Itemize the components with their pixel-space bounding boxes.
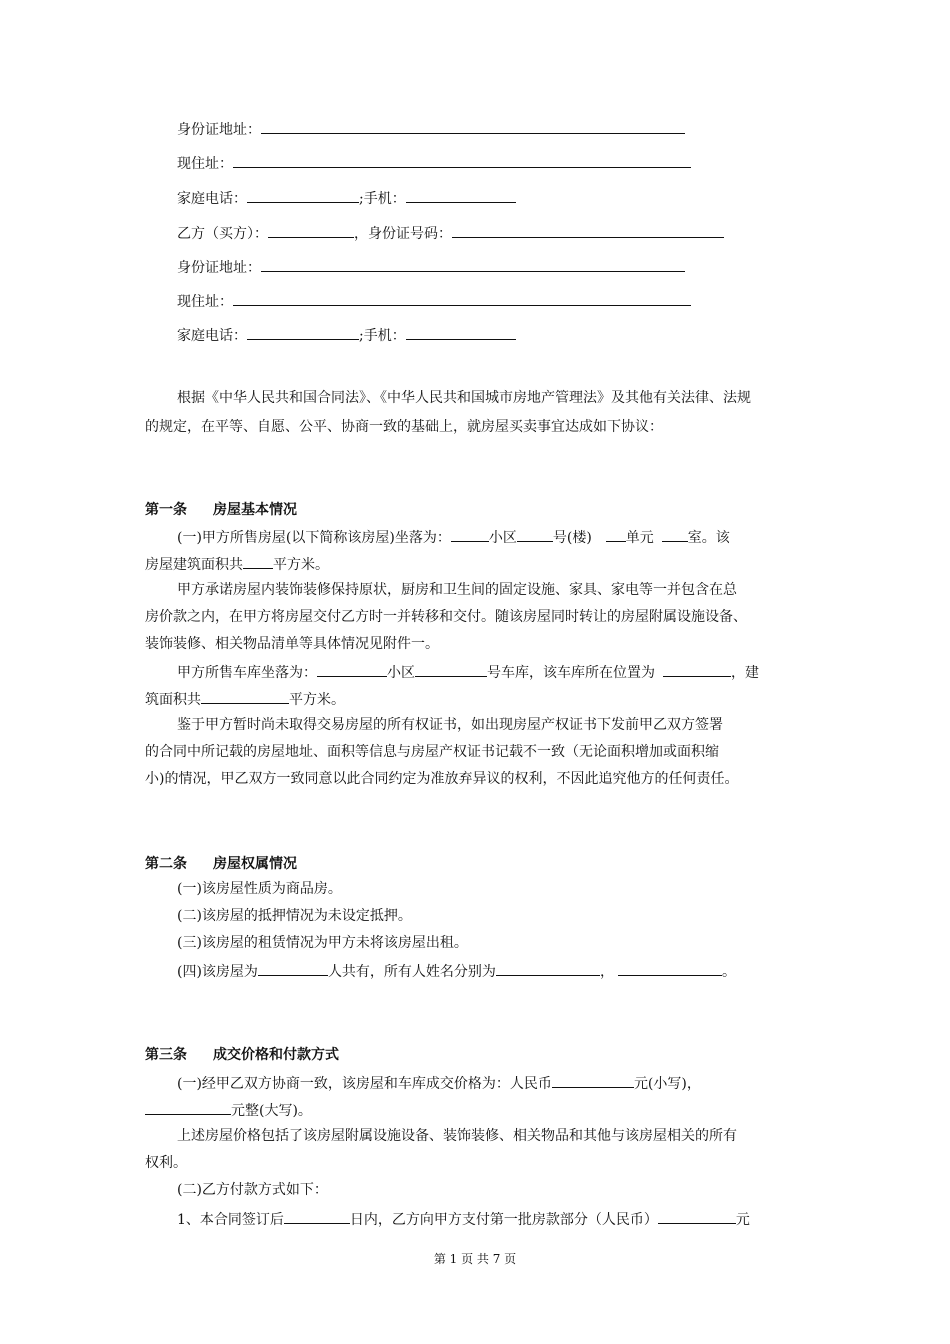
article-3-p1-text-a: (一)经甲乙双方协商一致，该房屋和车库成交价格为：人民币 bbox=[177, 1076, 552, 1092]
party-b-id-number-blank bbox=[452, 222, 724, 238]
article-2-item-4-text-c: ， bbox=[599, 964, 614, 980]
article-2-owner-name-2-blank bbox=[618, 960, 722, 976]
article-1-p1-text-b: 小区 bbox=[488, 530, 517, 546]
article-2-item-4 bbox=[177, 960, 736, 982]
article-2-item-1: (一)该房屋性质为商品房。 bbox=[177, 881, 342, 897]
article-2-item-4-text-b: 人共有，所有人姓名分别为 bbox=[327, 964, 496, 980]
article-1-p2-line1: 甲方承诺房屋内装饰装修保持原状，厨房和卫生间的固定设施、家具、家电等一并包含在总 bbox=[177, 582, 737, 598]
party-a-home-phone-blank bbox=[247, 187, 359, 203]
article-1-p1-text-e: 室。该 bbox=[687, 530, 730, 546]
article-1-p4-line2: 的合同中所记载的房屋地址、面积等信息与房屋产权证书记载不一致（无论面积增加或面积缩 bbox=[145, 744, 719, 760]
article-1-garage-location-blank bbox=[663, 661, 731, 677]
article-1-p1-line1 bbox=[177, 526, 730, 548]
party-a-phone-row bbox=[177, 187, 516, 209]
party-b-mobile-label: ;手机： bbox=[359, 328, 406, 344]
article-1-p4-line1: 鉴于甲方暂时尚未取得交易房屋的所有权证书，如出现房屋产权证书下发前甲乙双方签署 bbox=[177, 717, 723, 733]
party-a-current-address-label: 现住址： bbox=[177, 156, 233, 172]
article-3-days-blank bbox=[284, 1208, 350, 1224]
article-2-item-4-text-a: (四)该房屋为 bbox=[177, 964, 258, 980]
article-3-price-capital-blank bbox=[145, 1099, 231, 1115]
article-1-p1-text-a: (一)甲方所售房屋(以下简称该房屋)坐落为： bbox=[177, 530, 451, 546]
article-1-heading bbox=[145, 499, 297, 519]
article-1-p3-line2 bbox=[145, 688, 345, 710]
party-b-home-phone-blank bbox=[247, 324, 359, 340]
article-1-p1-text-d: 单元 bbox=[625, 530, 654, 546]
article-1-p3-text-d: ，建 bbox=[731, 665, 759, 681]
article-2-item-3: (三)该房屋的租赁情况为甲方未将该房屋出租。 bbox=[177, 935, 468, 951]
article-2-title: 房屋权属情况 bbox=[213, 856, 297, 872]
article-1-p1-text-c: 号(楼) bbox=[552, 530, 592, 546]
article-1-p2-line2: 房价款之内，在甲方将房屋交付乙方时一并转移和交付。随该房屋同时转让的房屋附属设施设备、 bbox=[145, 609, 747, 625]
article-3-p4-text-a: 1、本合同签订后 bbox=[177, 1212, 284, 1228]
article-2-owner-count-blank bbox=[258, 960, 328, 976]
party-a-current-address-blank bbox=[233, 152, 691, 168]
article-3-p1-text-c: 元整(大写)。 bbox=[231, 1103, 312, 1119]
preamble-line-1: 根据《中华人民共和国合同法》、《中华人民共和国城市房地产管理法》及其他有关法律、法规 bbox=[177, 390, 751, 406]
party-a-id-address-row bbox=[177, 118, 685, 140]
article-1-p1-text-f: 房屋建筑面积共 bbox=[145, 557, 243, 573]
article-1-p3-text-c: 号车库，该车库所在位置为 bbox=[487, 665, 655, 681]
article-3-p2-line2: 权利。 bbox=[145, 1155, 187, 1171]
article-2-item-4-text-d: 。 bbox=[721, 964, 736, 980]
party-b-mobile-blank bbox=[406, 324, 516, 340]
article-3-p1-line2 bbox=[145, 1099, 312, 1121]
article-3-number: 第三条 bbox=[145, 1047, 187, 1063]
party-b-current-address-label: 现住址： bbox=[177, 294, 233, 310]
article-1-p1-line2 bbox=[145, 553, 329, 575]
article-1-room-blank bbox=[662, 526, 688, 542]
article-2-item-2: (二)该房屋的抵押情况为未设定抵押。 bbox=[177, 908, 412, 924]
article-3-p1-line1 bbox=[177, 1072, 701, 1094]
party-b-id-address-label: 身份证地址： bbox=[177, 260, 261, 276]
party-b-current-address-row bbox=[177, 290, 691, 312]
party-a-current-address-row bbox=[177, 152, 691, 174]
party-a-home-phone-label: 家庭电话： bbox=[177, 191, 247, 207]
party-b-id-address-blank bbox=[261, 256, 685, 272]
party-b-home-phone-label: 家庭电话： bbox=[177, 328, 247, 344]
article-1-area-blank bbox=[243, 553, 273, 569]
article-2-owner-name-1-blank bbox=[496, 960, 600, 976]
article-3-p4-text-b: 日内，乙方向甲方支付第一批房款部分（人民币） bbox=[349, 1212, 658, 1228]
article-1-number: 第一条 bbox=[145, 502, 187, 518]
party-b-current-address-blank bbox=[233, 290, 691, 306]
party-b-name-blank bbox=[268, 222, 354, 238]
article-1-p3-line1 bbox=[177, 661, 759, 683]
page-footer: 第 1 页 共 7 页 bbox=[433, 1252, 517, 1266]
article-3-p2-line1: 上述房屋价格包括了该房屋附属设施设备、装饰装修、相关物品和其他与该房屋相关的所有 bbox=[177, 1128, 737, 1144]
article-1-garage-district-blank bbox=[317, 661, 387, 677]
party-b-phone-row bbox=[177, 324, 516, 346]
article-3-p4 bbox=[177, 1208, 750, 1230]
party-a-mobile-blank bbox=[406, 187, 516, 203]
party-b-id-address-row bbox=[177, 256, 685, 278]
article-1-garage-number-blank bbox=[415, 661, 487, 677]
party-a-id-address-label: 身份证地址： bbox=[177, 122, 261, 138]
article-3-p3: (二)乙方付款方式如下： bbox=[177, 1182, 328, 1198]
party-b-id-number-label: ，身份证号码： bbox=[354, 226, 452, 242]
article-1-p3-text-b: 小区 bbox=[387, 665, 415, 681]
article-2-heading bbox=[145, 853, 297, 873]
article-1-p1-text-g: 平方米。 bbox=[273, 557, 329, 573]
preamble-line-2: 的规定，在平等、自愿、公平、协商一致的基础上，就房屋买卖事宜达成如下协议： bbox=[145, 419, 663, 435]
article-1-p4-line3: 小)的情况，甲乙双方一致同意以此合同约定为准放弃异议的权利，不因此追究他方的任何责任。 bbox=[145, 771, 739, 787]
article-3-price-small-blank bbox=[552, 1072, 634, 1088]
article-1-title: 房屋基本情况 bbox=[213, 502, 297, 518]
article-1-p3-text-e: 筑面积共 bbox=[145, 692, 201, 708]
article-1-district-blank bbox=[451, 526, 489, 542]
article-1-p2-line3: 装饰装修、相关物品清单等具体情况见附件一。 bbox=[145, 636, 439, 652]
party-b-row bbox=[177, 222, 724, 244]
article-1-unit-blank bbox=[606, 526, 626, 542]
article-2-number: 第二条 bbox=[145, 856, 187, 872]
article-3-p1-text-b: 元(小写)， bbox=[633, 1076, 701, 1092]
article-1-building-blank bbox=[517, 526, 553, 542]
article-1-p3-text-f: 平方米。 bbox=[289, 692, 345, 708]
article-3-p4-text-c: 元 bbox=[735, 1212, 750, 1228]
article-3-title: 成交价格和付款方式 bbox=[213, 1047, 339, 1063]
article-3-heading bbox=[145, 1044, 339, 1064]
article-1-garage-area-blank bbox=[201, 688, 289, 704]
party-b-label: 乙方（买方）： bbox=[177, 226, 268, 242]
article-1-p3-text-a: 甲方所售车库坐落为： bbox=[177, 665, 317, 681]
party-a-mobile-label: ;手机： bbox=[359, 191, 406, 207]
article-3-first-payment-blank bbox=[658, 1208, 736, 1224]
party-a-id-address-blank bbox=[261, 118, 685, 134]
